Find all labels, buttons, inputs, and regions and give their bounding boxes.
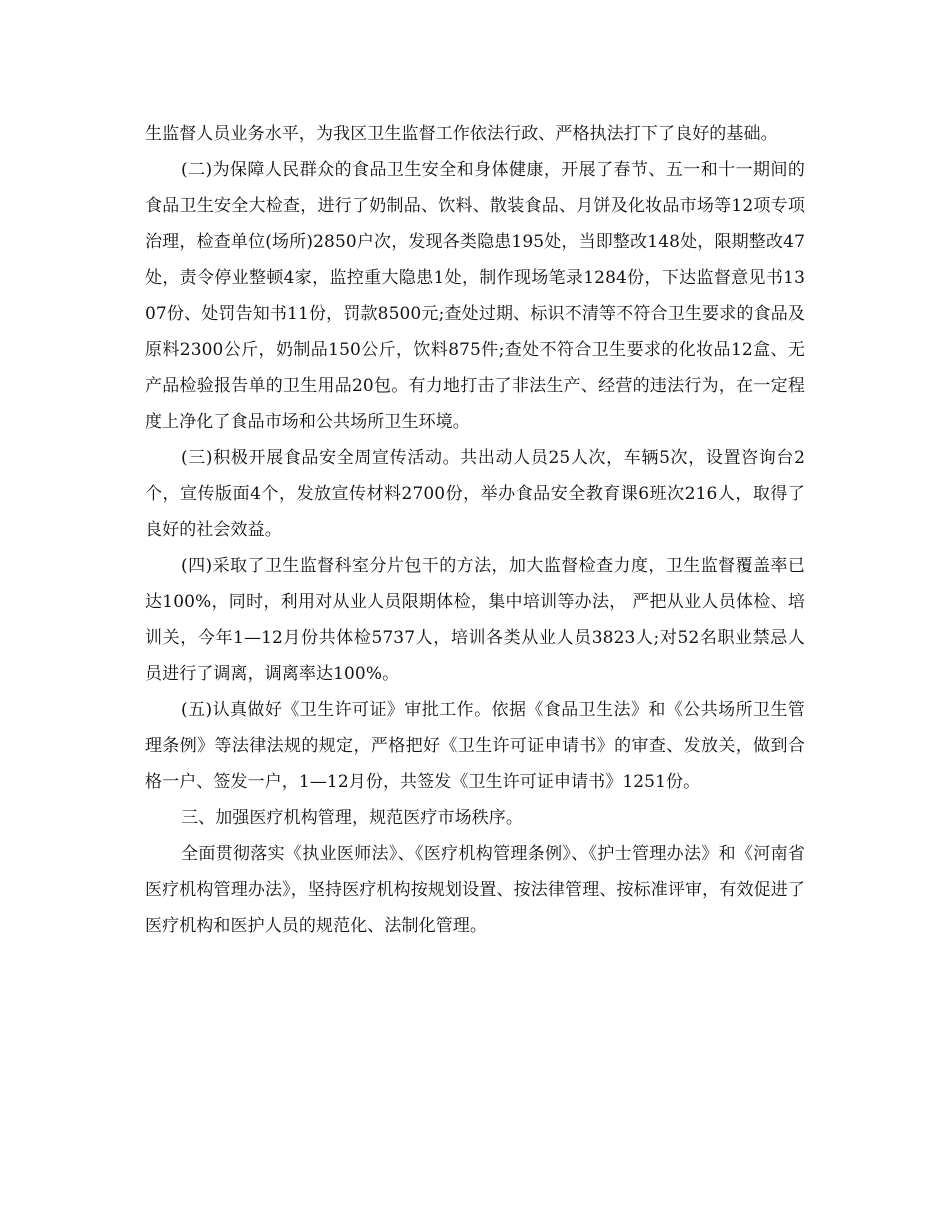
- paragraph-section-5-health-permit: (五)认真做好《卫生许可证》审批工作。依据《食品卫生法》和《公共场所卫生管理条例》等法律法规的规定，严格把好《卫生许可证申请书》的审查、发放关，做到合格一户、签发一户，1—12月份，共签发《卫生许可证申请书》1251份。: [145, 700, 805, 792]
- document-body: [145, 116, 805, 944]
- paragraph-continuation: 生监督人员业务水平，为我区卫生监督工作依法行政、严格执法打下了良好的基础。: [145, 124, 778, 144]
- paragraph-section-2-food-inspection: (二)为保障人民群众的食品卫生安全和身体健康，开展了春节、五一和十一期间的食品卫生安全大检查，进行了奶制品、饮料、散装食品、月饼及化妆品市场等12项专项治理，检查单位(场所)2850户次，发现各类隐患195处，当即整改148处，限期整改47处，责令停业整顿4家，监控重大隐患1处，制作现场笔录1284份，下达监督意见书1307份、处罚告知书11份，罚款8500元;查处过期、标识不清等不符合卫生要求的食品及原料2300公斤，奶制品150公斤，饮料875件;查处不符合卫生要求的化妆品12盒、无产品检验报告单的卫生用品20包。有力地打击了非法生产、经营的违法行为，在一定程度上净化了食品市场和公共场所卫生环境。: [145, 160, 805, 432]
- paragraph-section-3-food-safety-week: (三)积极开展食品安全周宣传活动。共出动人员25人次，车辆5次，设置咨询台2个，宣传版面4个，发放宣传材料2700份，举办食品安全教育课6班次216人，取得了良好的社会效益。: [145, 448, 805, 540]
- section-heading-medical-management: 三、加强医疗机构管理，规范医疗市场秩序。: [181, 808, 523, 828]
- paragraph-section-4-supervision: (四)采取了卫生监督科室分片包干的方法，加大监督检查力度，卫生监督覆盖率已达100%，同时，利用对从业人员限期体检，集中培训等办法， 严把从业人员体检、培训关，今年1—12月份共体检5737人，培训各类从业人员3823人;对52名职业禁忌人员进行了调离，调离率达100%。: [145, 556, 805, 684]
- paragraph-medical-institutions: 全面贯彻落实《执业医师法》、《医疗机构管理条例》、《护士管理办法》和《河南省医疗机构管理办法》，坚持医疗机构按规划设置、按法律管理、按标准评审，有效促进了医疗机构和医护人员的规范化、法制化管理。: [145, 844, 805, 936]
